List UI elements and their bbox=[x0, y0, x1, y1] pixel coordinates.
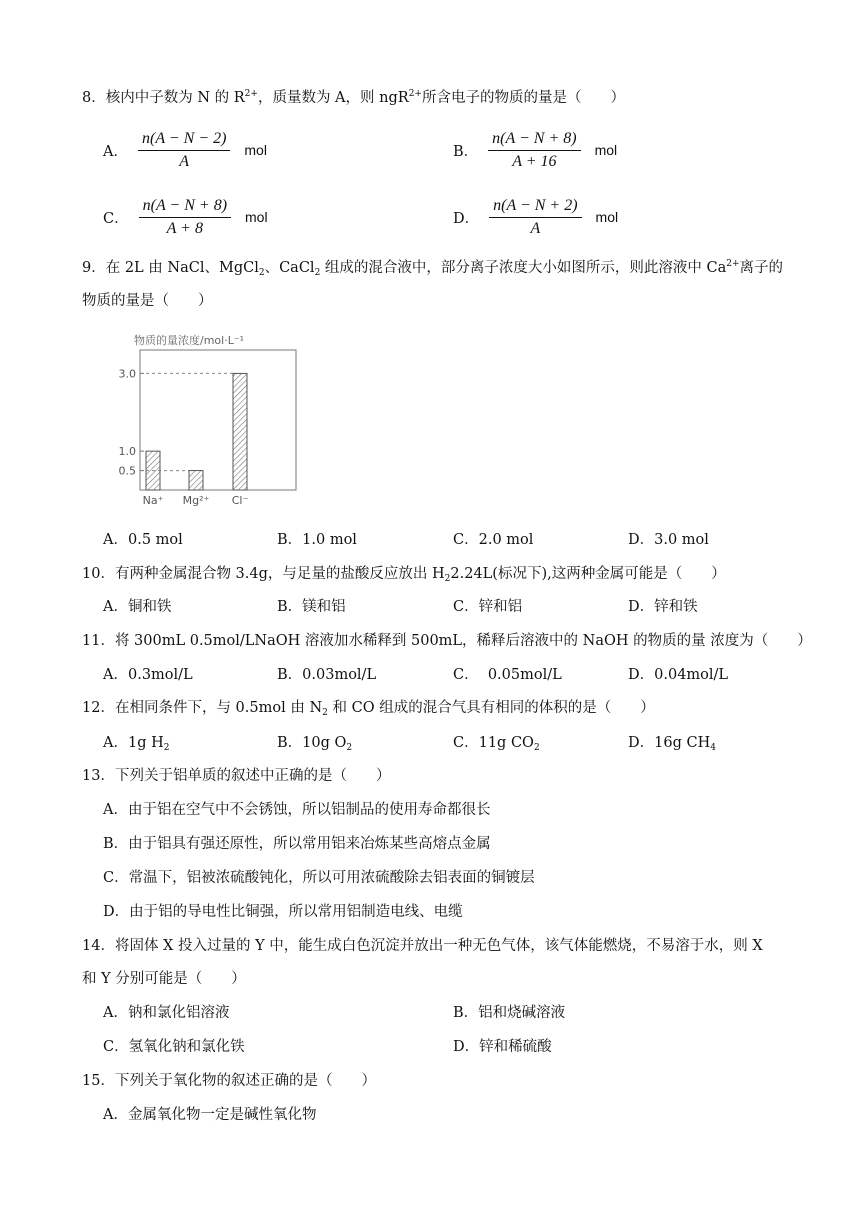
question-15-option-a[interactable]: A．金属氧化物一定是碱性氧化物 bbox=[103, 1107, 317, 1123]
question-11-option-d[interactable]: D．0.04mol/L bbox=[628, 667, 729, 683]
question-14-stem-line-1: 14．将固体 X 投入过量的 Y 中，能生成白色沉淀并放出一种无色气体，该气体能燃烧，不易溶于水，则 X bbox=[82, 938, 763, 954]
question-13-option-d[interactable]: D．由于铝的导电性比铜强，所以常用铝制造电线、电缆 bbox=[103, 904, 463, 920]
question-8-option-d[interactable]: D． $\frac{n(A - N + 2)}{A}$ mol bbox=[453, 196, 619, 237]
question-11-stem: 11．将 300mL 0.5mol/LNaOH 溶液加水稀释到 500mL，稀释后溶液中的 NaOH 的物质的量 浓度为（ ） bbox=[82, 633, 812, 649]
fraction: $\frac{n(A - N + 2)}{A}$ bbox=[489, 197, 581, 238]
question-11-option-c[interactable]: C． 0.05mol/L bbox=[453, 667, 562, 683]
question-10-option-c[interactable]: C．锌和铝 bbox=[453, 599, 523, 615]
question-13-option-c[interactable]: C．常温下，铝被浓硫酸钝化，所以可用浓硫酸除去铝表面的铜镀层 bbox=[103, 870, 535, 886]
question-14-stem-line-2: 和 Y 分别可能是（ ） bbox=[82, 971, 246, 987]
question-12-option-a[interactable]: A．1g $H_2$ bbox=[103, 735, 170, 753]
question-10-stem: 10．有两种金属混合物 3.4g，与足量的盐酸反应放出 $H_22.24L$(标况下),这两种金属可能是（ ） bbox=[82, 566, 726, 584]
question-12-option-b[interactable]: B．10g $O_2$ bbox=[277, 735, 353, 753]
question-14-option-a[interactable]: A．钠和氯化铝溶液 bbox=[103, 1005, 230, 1021]
question-15-stem: 15．下列关于氧化物的叙述正确的是（ ） bbox=[82, 1073, 376, 1089]
question-14-option-c[interactable]: C．氢氧化钠和氯化铁 bbox=[103, 1039, 245, 1055]
question-11-option-a[interactable]: A．0.3mol/L bbox=[103, 667, 193, 683]
question-9-option-b[interactable]: B．1.0 mol bbox=[277, 532, 357, 548]
question-13-option-a[interactable]: A．由于铝在空气中不会锈蚀，所以铝制品的使用寿命都很长 bbox=[103, 802, 491, 818]
question-13-option-b[interactable]: B．由于铝具有强还原性，所以常用铝来冶炼某些高熔点金属 bbox=[103, 836, 491, 852]
fraction: $\frac{n(A - N + 8)}{A + 16}$ bbox=[488, 130, 580, 171]
chart-title: 物质的量浓度/mol·L⁻¹ bbox=[134, 334, 245, 347]
question-14-option-b[interactable]: B．铝和烧碱溶液 bbox=[453, 1005, 566, 1021]
question-13-stem: 13．下列关于铝单质的叙述中正确的是（ ） bbox=[82, 768, 391, 784]
x-category-label: Cl⁻ bbox=[231, 494, 249, 507]
bar bbox=[189, 471, 203, 490]
question-11-option-b[interactable]: B．0.03mol/L bbox=[277, 667, 377, 683]
question-8-option-a[interactable]: A． $\frac{n(A - N - 2)}{A}$ mol bbox=[103, 129, 267, 170]
question-9-stem-line-2: 物质的量是（ ） bbox=[82, 293, 213, 309]
y-tick-label: 0.5 bbox=[118, 464, 136, 478]
x-category-label: Na⁺ bbox=[142, 494, 164, 507]
bar bbox=[233, 373, 247, 490]
question-10-option-a[interactable]: A．铜和铁 bbox=[103, 599, 172, 615]
question-9-option-d[interactable]: D．3.0 mol bbox=[628, 532, 709, 548]
y-tick-label: 1.0 bbox=[118, 445, 136, 459]
question-8-option-b[interactable]: B． $\frac{n(A - N + 8)}{A + 16}$ mol bbox=[453, 129, 618, 170]
question-9-option-c[interactable]: C．2.0 mol bbox=[453, 532, 534, 548]
question-14-option-d[interactable]: D．锌和稀硫酸 bbox=[453, 1039, 552, 1055]
question-12-option-d[interactable]: D．16g $CH_4$ bbox=[628, 735, 716, 753]
fraction: $\frac{n(A - N - 2)}{A}$ bbox=[138, 130, 230, 171]
question-9-stem-line-1: 9．在 2L 由 NaCl、MgCl$_2$、CaCl$_2$ 组成的混合液中，部分离子浓度大小如图所示，则此溶液中 $Ca^{2+}$离子的 bbox=[82, 259, 784, 278]
plot-frame bbox=[140, 350, 296, 490]
bar bbox=[146, 451, 160, 490]
ion-concentration-chart bbox=[100, 328, 310, 514]
fraction: $\frac{n(A - N + 8)}{A + 8}$ bbox=[139, 197, 231, 238]
question-10-option-d[interactable]: D．锌和铁 bbox=[628, 599, 698, 615]
x-category-label: Mg²⁺ bbox=[182, 494, 210, 507]
question-10-option-b[interactable]: B．镁和铝 bbox=[277, 599, 346, 615]
y-tick-label: 3.0 bbox=[118, 367, 136, 381]
question-9-option-a[interactable]: A．0.5 mol bbox=[103, 532, 183, 548]
question-12-stem: 12．在相同条件下，与 0.5mol 由 $N_2$ 和 CO 组成的混合气具有相同的体积的是（ ） bbox=[82, 700, 655, 718]
question-12-option-c[interactable]: C．11g $CO_2$ bbox=[453, 735, 540, 753]
question-8-stem: 8．核内中子数为 N 的 $R^{2+}$，质量数为 A，则 ngR$^{2+}$所含电子的物质的量是（ ） bbox=[82, 89, 625, 106]
question-8-option-c[interactable]: C． $\frac{n(A - N + 8)}{A + 8}$ mol bbox=[103, 196, 268, 237]
